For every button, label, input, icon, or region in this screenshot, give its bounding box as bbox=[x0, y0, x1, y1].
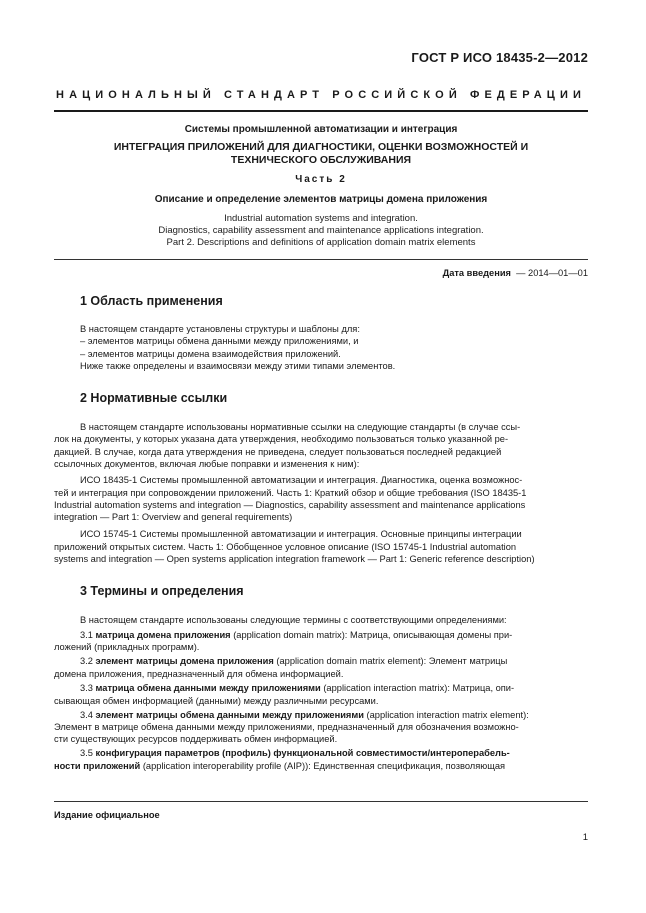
part-label: Часть 2 bbox=[295, 174, 347, 185]
section-3-heading: 3 Термины и определения bbox=[80, 584, 244, 598]
term-number: 3.1 bbox=[80, 630, 93, 640]
national-standard-banner: НАЦИОНАЛЬНЫЙ СТАНДАРТ РОССИЙСКОЙ ФЕДЕРАЦИИ bbox=[56, 89, 586, 101]
term-name: конфигурация параметров (профиль) функциональной совместимости/интероперабель- bbox=[95, 748, 510, 758]
term-3-2-continuation: домена приложения, предназначенный для обмена информацией. bbox=[54, 669, 344, 679]
title-divider bbox=[54, 259, 588, 260]
term-3-4-continuation: Элемент в матрице обмена данными между приложениями, предназначенный для обозначения возможно- bbox=[54, 722, 519, 732]
term-3-5 bbox=[80, 747, 588, 759]
section-2-line: Industrial automation systems and integration — Diagnostics, capability assessment and maintenance applications bbox=[54, 500, 526, 510]
term-name: матрица обмена данными между приложениями bbox=[95, 683, 321, 693]
section-2-line: дакцией. В случае, когда дата утверждения не приведена, следует пользоваться последней редакцией bbox=[54, 447, 502, 457]
main-title-line-1: ИНТЕГРАЦИЯ ПРИЛОЖЕНИЙ ДЛЯ ДИАГНОСТИКИ, ОЦЕНКИ ВОЗМОЖНОСТЕЙ И bbox=[113, 141, 529, 153]
term-3-2 bbox=[80, 655, 588, 667]
english-title bbox=[54, 213, 588, 250]
main-title-line-2: ТЕХНИЧЕСКОГО ОБСЛУЖИВАНИЯ bbox=[230, 154, 412, 166]
term-definition: (application interaction matrix element): bbox=[363, 710, 529, 720]
term-name: ности приложений bbox=[54, 761, 141, 771]
introduction-date-value: — 2014—01—01 bbox=[516, 268, 588, 278]
section-1-heading: 1 Область применения bbox=[80, 294, 223, 308]
footer-divider bbox=[54, 801, 588, 802]
section-2-line: лок на документы, у которых указана дата утверждения, необходимо пользоваться только указанной ре- bbox=[54, 434, 509, 444]
section-1-line: Ниже также определены и взаимосвязи между этими типами элементов. bbox=[80, 360, 396, 371]
section-2-line: ИСО 15745-1 Системы промышленной автоматизации и интеграция. Основные принципы интеграции bbox=[80, 529, 522, 539]
term-number: 3.2 bbox=[80, 656, 93, 666]
term-number: 3.5 bbox=[80, 748, 93, 758]
section-1-line: – элементов матрицы домена взаимодействия приложений. bbox=[80, 348, 341, 359]
english-title-line-2: Diagnostics, capability assessment and maintenance applications integration. bbox=[158, 225, 484, 237]
english-title-line-3: Part 2. Descriptions and definitions of application domain matrix elements bbox=[166, 237, 476, 249]
term-3-3 bbox=[80, 682, 588, 694]
term-definition: (application interoperability profile (AIP)): Единственная спецификация, позволяющая bbox=[140, 761, 506, 771]
section-2-line: ИСО 18435-1 Системы промышленной автоматизации и интеграция. Диагностика, оценка возможнос- bbox=[80, 475, 523, 485]
section-2-line: systems and integration — Open systems application integration framework — Part 1: Generic reference description) bbox=[54, 554, 535, 564]
section-3-intro: В настоящем стандарте использованы следующие термины с соответствующими определениями: bbox=[80, 615, 507, 625]
english-title-line-1: Industrial automation systems and integration. bbox=[224, 213, 418, 224]
document-code: ГОСТ Р ИСО 18435-2—2012 bbox=[411, 50, 588, 65]
term-number: 3.4 bbox=[80, 710, 93, 720]
term-3-4-continuation: сти существующих ресурсов поддерживать обмен информацией. bbox=[54, 734, 338, 744]
term-3-1-continuation: ложений (прикладных программ). bbox=[54, 642, 200, 652]
term-3-1 bbox=[80, 629, 588, 641]
header-divider bbox=[54, 110, 588, 112]
section-2-line: В настоящем стандарте использованы нормативные ссылки на следующие стандарты (в случае ссы- bbox=[80, 422, 521, 432]
official-edition-label: Издание официальное bbox=[54, 810, 160, 820]
section-2-line: приложений открытых систем. Часть 1: Обобщенное условное описание (ISO 15745-1 Industrial automation bbox=[54, 542, 517, 552]
term-definition: (application domain matrix element): Элемент матрицы bbox=[273, 656, 508, 666]
term-name: элемент матрицы обмена данными между приложениями bbox=[95, 710, 364, 720]
main-title bbox=[54, 141, 588, 167]
term-name: матрица домена приложения bbox=[95, 630, 231, 640]
introduction-date-label: Дата введения bbox=[442, 268, 511, 278]
section-1-line: В настоящем стандарте установлены структуры и шаблоны для: bbox=[80, 324, 360, 334]
introduction-date bbox=[443, 268, 588, 278]
section-1-line: – элементов матрицы обмена данными между приложениями, и bbox=[80, 336, 359, 347]
term-3-5-continuation bbox=[54, 760, 588, 772]
page-number: 1 bbox=[582, 832, 588, 843]
section-2-line: ссылочных документов, включая любые поправки и изменения к ним): bbox=[54, 459, 360, 469]
term-definition: (application interaction matrix): Матрица, опи- bbox=[320, 683, 515, 693]
part-subtitle: Описание и определение элементов матрицы домена приложения bbox=[154, 194, 488, 205]
term-name: элемент матрицы домена приложения bbox=[95, 656, 274, 666]
term-definition: (application domain matrix): Матрица, описывающая домены при- bbox=[230, 630, 513, 640]
section-2-line: integration — Part 1: Overview and general requirements) bbox=[54, 512, 293, 522]
section-1-body bbox=[80, 323, 588, 372]
term-3-3-continuation: сывающая обмен информацией (данными) между различными ресурсами. bbox=[54, 696, 379, 706]
series-title: Системы промышленной автоматизации и интеграция bbox=[184, 124, 458, 135]
section-2-heading: 2 Нормативные ссылки bbox=[80, 391, 228, 405]
section-2-line: тей и интеграция при сопровождении приложений. Часть 1: Краткий обзор и общие требования (ISO 18435-1 bbox=[54, 488, 527, 498]
term-3-4 bbox=[80, 709, 588, 721]
term-number: 3.3 bbox=[80, 683, 93, 693]
